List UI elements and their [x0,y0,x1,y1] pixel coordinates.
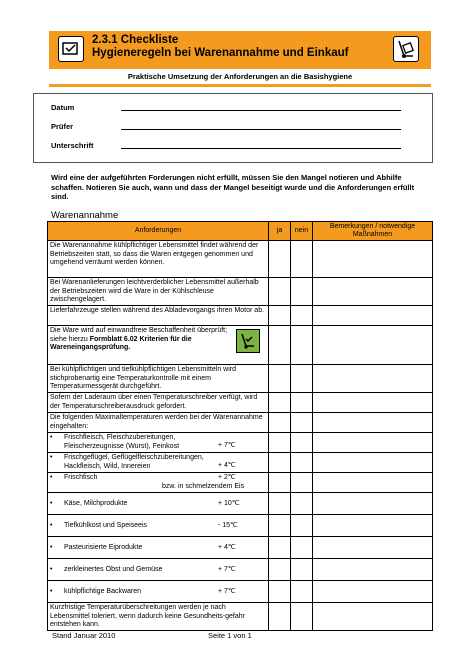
bullet: • [50,474,53,482]
temperature-product: Frischgeflügel, Geflügelfleischzubereitungen, Hackfleisch, Wild, Innereien [64,454,204,470]
bemerkungen-cell[interactable] [313,453,433,473]
table-row [48,241,433,278]
page-title: 2.3.1 Checkliste Hygieneregeln bei Warenannahme und Einkauf [92,34,349,59]
table-row [48,603,433,631]
nein-cell[interactable] [291,433,313,453]
page-subtitle: Praktische Umsetzung der Anforderungen an die Basishygiene [127,72,353,81]
requirement-text: Bei kühlpflichtigen und tiefkühlpflichtigen Lebensmitteln wird stichprobenartig eine Temperaturkontrolle mit einem Temperaturmessgerät durchgeführt. [48,365,269,393]
formblatt-reference: Formblatt 6.02 Kriterien für die Wareneingangsprüfung. [50,335,192,351]
header-nein: nein [291,222,313,241]
temperature-product: Pasteurisierte Eiprodukte [64,543,143,551]
nein-cell[interactable] [291,241,313,278]
table-row [48,326,433,365]
temperature-note: bzw. in schmelzendem Eis [162,482,245,490]
pruefer-field[interactable] [121,129,401,130]
bemerkungen-cell[interactable] [313,413,433,433]
temperature-item [48,515,269,537]
pruefer-label: Prüfer [51,122,74,131]
separator-line [49,84,431,87]
table-row [48,515,433,537]
table-row [48,413,433,433]
temperature-product: zerkleinertes Obst und Gemüse [64,565,163,573]
nein-cell[interactable] [291,559,313,581]
ja-cell[interactable] [269,473,291,493]
ja-cell[interactable] [269,433,291,453]
ja-cell[interactable] [269,326,291,365]
requirement-text: Bei Warenanlieferungen leichtverderblicher Lebensmittel außerhalb der Betriebszeiten wird die Ware in der Kühlschleuse zwischengelagert. [48,278,269,306]
bemerkungen-cell[interactable] [313,433,433,453]
ja-cell[interactable] [269,603,291,631]
nein-cell[interactable] [291,581,313,603]
bemerkungen-cell[interactable] [313,278,433,306]
temperature-item [48,537,269,559]
bemerkungen-cell[interactable] [313,365,433,393]
bemerkungen-cell[interactable] [313,241,433,278]
bemerkungen-cell[interactable] [313,493,433,515]
bemerkungen-cell[interactable] [313,603,433,631]
bemerkungen-cell[interactable] [313,326,433,365]
unterschrift-label: Unterschrift [51,141,94,150]
table-row [48,559,433,581]
ja-cell[interactable] [269,537,291,559]
requirement-text: Sofern der Laderaum über einen Temperaturschreiber verfügt, wird der Temperaturschreiberausdruck gefordert. [48,393,269,413]
table-row [48,473,433,493]
datum-label: Datum [51,103,75,112]
temperature-value: + 4℃ [218,543,236,551]
bullet: • [50,521,53,529]
handtruck-box-icon [393,36,419,62]
requirement-text: Die Ware wird auf einwandfreie Beschaffenheit überprüft; siehe hierzu [50,327,228,343]
table-row [48,537,433,559]
instructions: Wird eine der aufgeführten Forderungen nicht erfüllt, müssen Sie den Mangel notieren und Abhilfe schaffen. Notieren Sie auch, wann und dass der Mangel beseitigt wurde und die Anforderungen erfüllt sind. [51,173,415,201]
ja-cell[interactable] [269,493,291,515]
ja-cell[interactable] [269,413,291,433]
temperature-product: Frischfleisch, Fleischzubereitungen, Fleischerzeugnisse (Wurst), Feinkost [64,434,180,450]
bemerkungen-cell[interactable] [313,393,433,413]
temperature-value: + 2℃ [218,474,236,482]
temperature-product: Frischfisch [64,474,98,482]
header-ja: ja [269,222,291,241]
header-anforderungen: Anforderungen [48,222,269,241]
temperature-value: + 7℃ [218,565,236,573]
bullet: • [50,543,53,551]
checklist-table [47,221,433,631]
table-row [48,433,433,453]
nein-cell[interactable] [291,453,313,473]
footer-date: Stand Januar 2010 [52,631,116,640]
handtruck-check-icon [236,329,260,353]
nein-cell[interactable] [291,473,313,493]
requirement-text: Die folgenden Maximaltemperaturen werden bei der Warenannahme eingehalten: [48,413,269,433]
table-header-row [48,222,433,241]
temperature-item [48,433,269,453]
table-row [48,306,433,326]
bullet: • [50,565,53,573]
bemerkungen-cell[interactable] [313,581,433,603]
ja-cell[interactable] [269,306,291,326]
nein-cell[interactable] [291,603,313,631]
table-row [48,493,433,515]
nein-cell[interactable] [291,515,313,537]
temperature-value: - 15℃ [218,521,238,529]
temperature-product: Käse, Milchprodukte [64,499,128,507]
nein-cell[interactable] [291,393,313,413]
temperature-item [48,559,269,581]
bullet: • [50,499,53,507]
requirement-text: Die Warenannahme kühlpflichtiger Lebensmittel findet während der Betriebszeiten statt, so dass die Waren entgegen genommen und umgehend verräumt werden können. [48,241,269,278]
ja-cell[interactable] [269,241,291,278]
unterschrift-field[interactable] [121,148,401,149]
temperature-item [48,453,269,473]
table-row [48,365,433,393]
bullet: • [50,454,53,462]
temperature-value: + 10℃ [218,499,240,507]
table-row [48,393,433,413]
temperature-value: + 4℃ [218,462,236,470]
datum-field[interactable] [121,110,401,111]
temperature-item [48,581,269,603]
bullet: • [50,587,53,595]
ja-cell[interactable] [269,515,291,537]
nein-cell[interactable] [291,278,313,306]
nein-cell[interactable] [291,413,313,433]
section-title: Warenannahme [51,210,119,221]
bemerkungen-cell[interactable] [313,515,433,537]
footer-page: Seite 1 von 1 [208,631,252,640]
nein-cell[interactable] [291,537,313,559]
temperature-item [48,493,269,515]
temperature-item [48,473,269,493]
requirement-text: Kurzfristige Temperaturüberschreitungen werden je nach Lebensmittel toleriert, wenn dadurch keine Gesundheits-gefahr entstehen kann. [48,603,269,631]
book-check-icon [58,36,84,62]
bemerkungen-cell[interactable] [313,537,433,559]
requirement-text: Lieferfahrzeuge stellen während des Abladevorgangs ihren Motor ab. [48,306,269,326]
table-row [48,453,433,473]
bemerkungen-cell[interactable] [313,473,433,493]
bemerkungen-cell[interactable] [313,306,433,326]
nein-cell[interactable] [291,365,313,393]
nein-cell[interactable] [291,326,313,365]
ja-cell[interactable] [269,365,291,393]
header-bemerkungen: Bemerkungen / notwendige Maßnahmen [313,222,433,241]
nein-cell[interactable] [291,306,313,326]
bullet: • [50,434,53,442]
temperature-product: kühlpflichtige Backwaren [64,587,142,595]
ja-cell[interactable] [269,278,291,306]
nein-cell[interactable] [291,493,313,515]
bemerkungen-cell[interactable] [313,559,433,581]
info-box [33,93,433,163]
temperature-product: Tiefkühlkost und Speiseeis [64,521,148,529]
table-row [48,278,433,306]
ja-cell[interactable] [269,559,291,581]
temperature-value: + 7℃ [218,587,236,595]
ja-cell[interactable] [269,453,291,473]
ja-cell[interactable] [269,393,291,413]
requirement-cell [48,326,269,365]
temperature-value: + 7℃ [218,442,236,450]
ja-cell[interactable] [269,581,291,603]
table-row [48,581,433,603]
